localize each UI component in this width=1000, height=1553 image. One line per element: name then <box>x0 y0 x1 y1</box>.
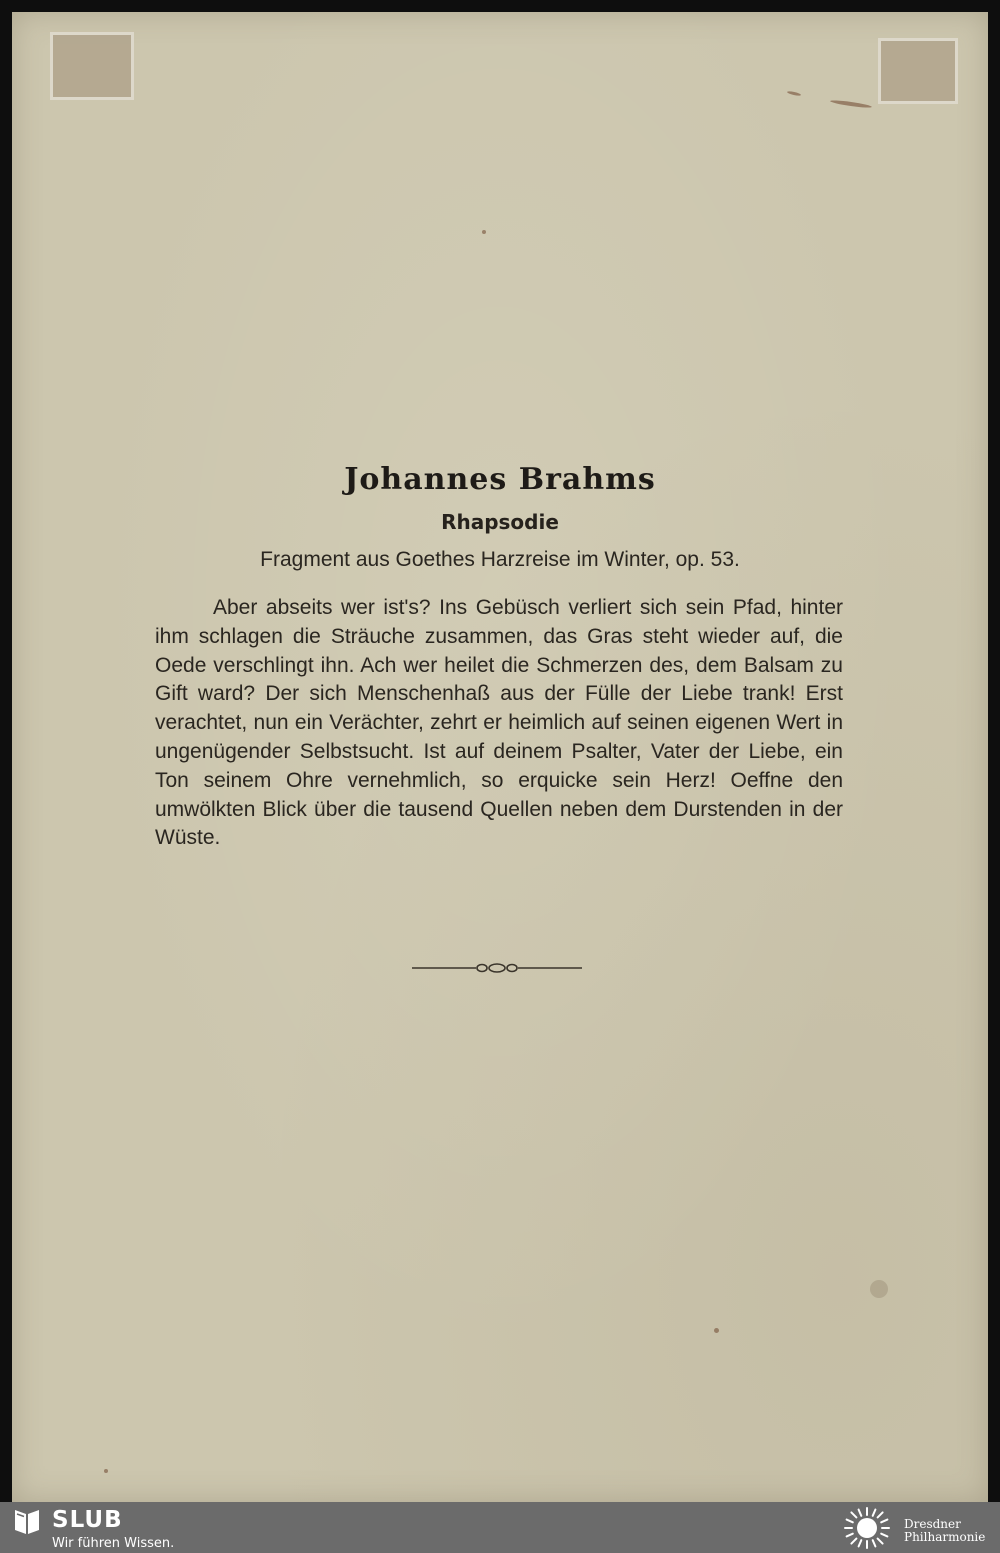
sunburst-icon <box>842 1505 892 1551</box>
document-caption: Fragment aus Goethes Harzreise im Winter, op. 53. <box>260 548 740 571</box>
philharmonie-name[interactable] <box>904 1518 985 1544</box>
tape-left <box>50 32 134 100</box>
slub-book-icon <box>12 1506 42 1536</box>
document-title: Johannes Brahms <box>344 462 656 497</box>
slub-name[interactable]: SLUB <box>52 1507 123 1533</box>
slub-slogan: Wir führen Wissen. <box>52 1536 175 1551</box>
philharmonie-name-line1: Dresdner <box>904 1517 961 1531</box>
stain-mark <box>482 230 486 234</box>
stain-mark <box>830 99 872 109</box>
philharmonie-name-line2: Philharmonie <box>904 1530 986 1544</box>
poem-text: Aber abseits wer ist's? Ins Gebüsch verliert sich sein Pfad, hinter ihm schlagen die Sträuche zusammen, das Gras steht wieder auf, die Oede verschlingt ihn. Ach wer heilet die Schmerzen des, dem Balsam zu Gift ward? Der sich Menschenhaß aus der Fülle der Liebe trank! Erst verachtet, nun ein Verächter, zehrt er heimlich auf seinen eigenen Wert in ungenügender Selbstsucht. Ist auf deinem Psalter, Vater der Liebe, ein Ton seinem Ohre vernehmlich, so erquicke sein Herz! Oeffne den umwölkten Blick über die tausend Quellen neben dem Durstenden in der Wüste. <box>155 596 843 850</box>
document-subtitle: Rhapsodie <box>441 510 559 534</box>
stain-mark <box>787 91 801 97</box>
scroll-divider-icon <box>410 958 584 978</box>
stain-mark <box>714 1328 719 1333</box>
tape-right <box>878 38 958 104</box>
stain-mark <box>104 1469 108 1473</box>
stain-mark <box>870 1280 888 1298</box>
